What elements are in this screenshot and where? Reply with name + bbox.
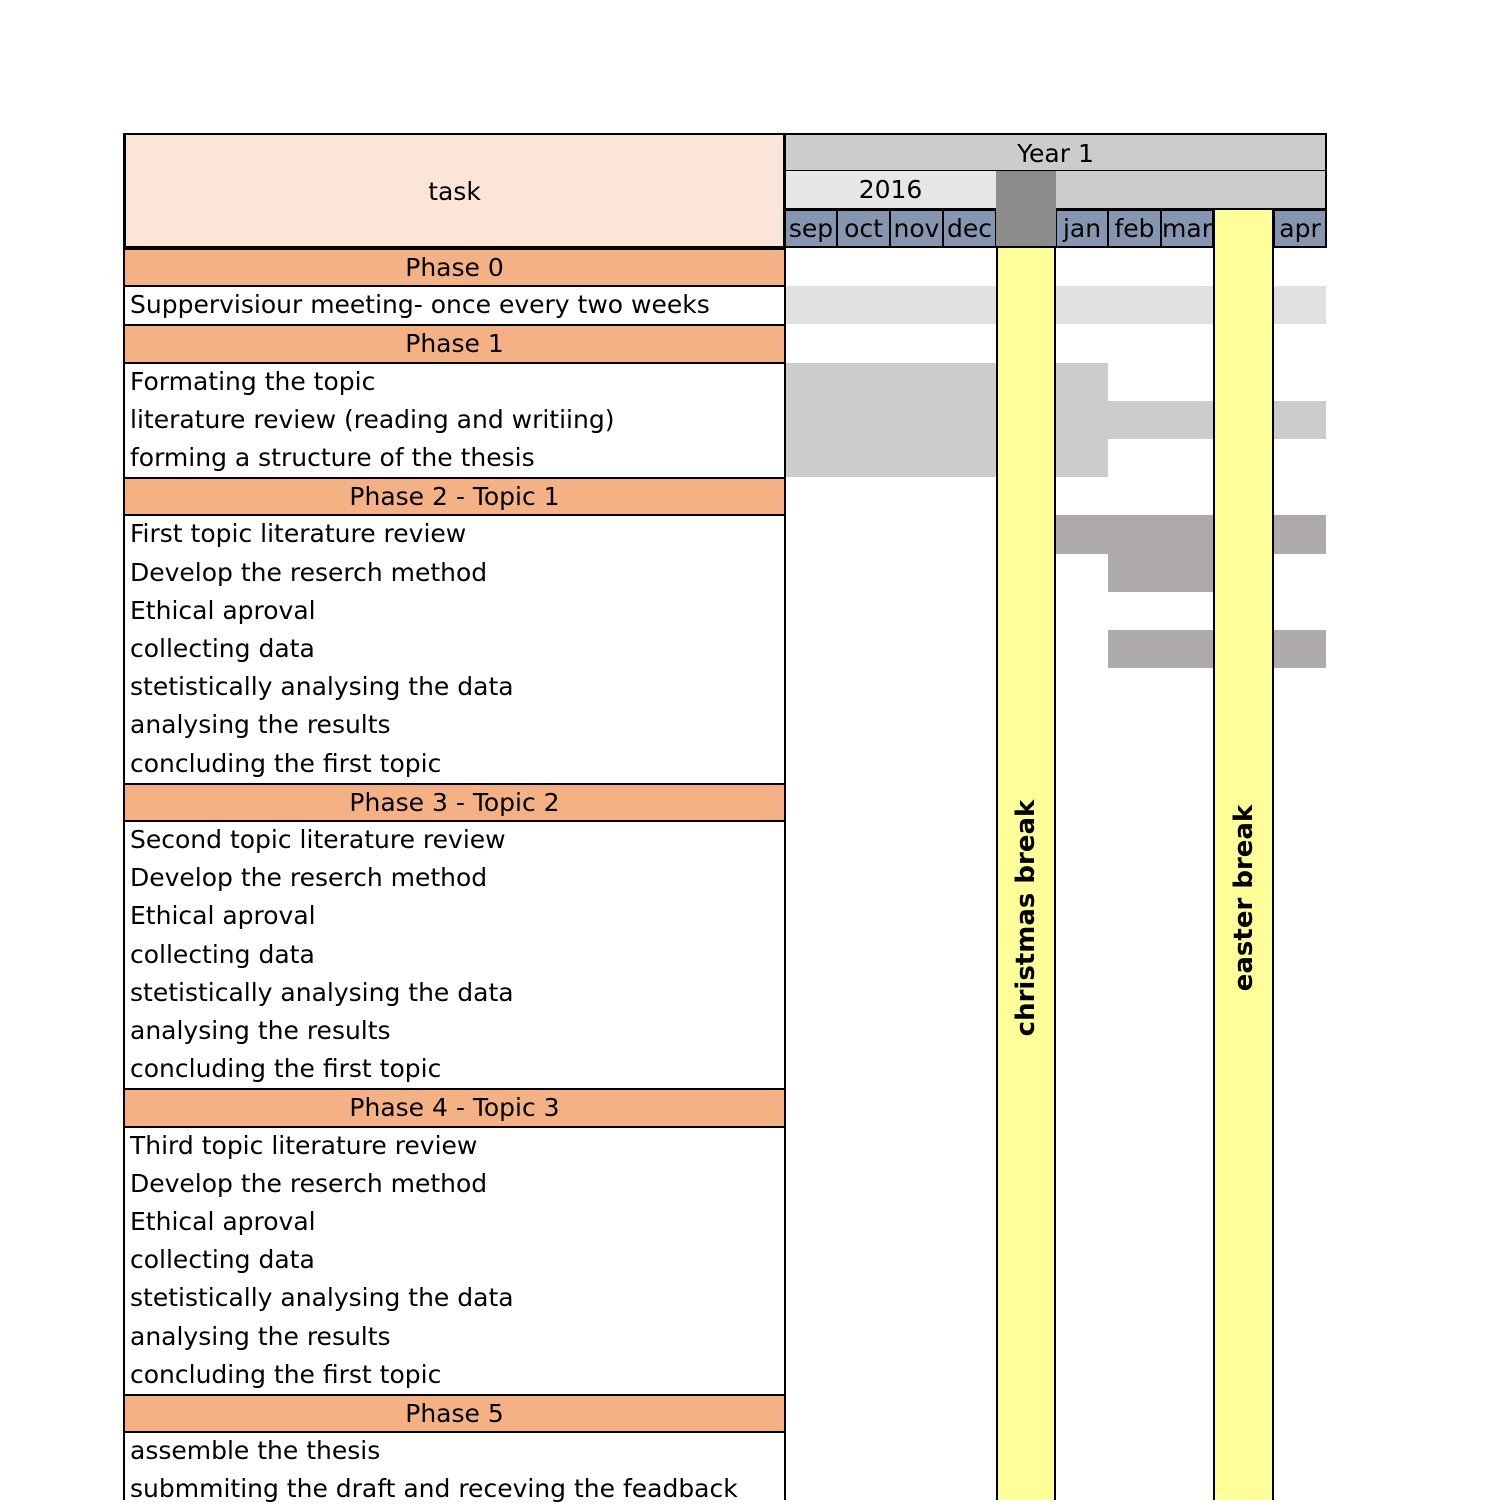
phase-header: Phase 5 — [124, 1394, 785, 1433]
month-dec: dec — [943, 210, 996, 248]
year-label: Year 1 — [1017, 139, 1094, 168]
phase-header: Phase 3 - Topic 2 — [124, 783, 785, 822]
year-2017-header — [1056, 171, 1326, 210]
task-row: collecting data — [130, 939, 315, 969]
task-header — [124, 133, 785, 248]
task-row: Develop the reserch method — [130, 1168, 488, 1198]
task-row: Develop the reserch method — [130, 863, 488, 893]
table-left-border — [123, 133, 125, 1500]
phase-header: Phase 1 — [124, 324, 785, 363]
month-nov: nov — [890, 210, 943, 248]
gantt-bar-3 — [785, 439, 1108, 477]
task-row: analysing the results — [130, 1321, 391, 1351]
task-row: collecting data — [130, 634, 315, 663]
month-mar: mar — [1161, 210, 1213, 248]
task-row: assemble the thesis — [130, 1436, 381, 1466]
month-oct: oct — [837, 210, 890, 248]
christmas-break-column — [996, 248, 1056, 1500]
year-header — [785, 133, 1326, 172]
task-row: analysing the results — [130, 710, 391, 740]
christmas-break-label: christmas break — [1011, 799, 1041, 1037]
task-row: Ethical aproval — [130, 901, 316, 931]
task-header-label: task — [428, 177, 481, 206]
table-divider — [784, 133, 786, 1500]
month-apr: apr — [1274, 210, 1326, 248]
month-sep: sep — [785, 210, 837, 248]
gantt-bar-1 — [785, 363, 1108, 401]
month-feb: feb — [1108, 210, 1161, 248]
task-row: concluding the first topic — [130, 1054, 442, 1084]
easter-break-column — [1213, 210, 1274, 1500]
task-row: stetistically analysing the data — [130, 977, 514, 1007]
task-row: First topic literature review — [130, 519, 467, 549]
task-row: analysing the results — [130, 1016, 391, 1045]
task-row: collecting data — [130, 1245, 315, 1275]
month-jan: jan — [1056, 210, 1108, 248]
year-2016-label: 2016 — [858, 175, 923, 204]
phase-header: Phase 0 — [124, 248, 785, 287]
task-row: Formating the topic — [130, 366, 376, 396]
task-row: Develop the reserch method — [130, 557, 488, 587]
header-right-border — [1325, 133, 1327, 248]
task-row: Ethical aproval — [130, 595, 316, 625]
task-row: concluding the first topic — [130, 748, 442, 778]
task-row: forming a structure of the thesis — [130, 443, 535, 472]
task-row: stetistically analysing the data — [130, 1283, 514, 1313]
task-row: Second topic literature review — [130, 825, 506, 854]
task-row: Third topic literature review — [130, 1130, 478, 1160]
task-row: stetistically analysing the data — [130, 672, 514, 702]
easter-break-label: easter break — [1228, 804, 1259, 992]
phase-header: Phase 2 - Topic 1 — [124, 477, 785, 516]
year-2016-header — [785, 171, 996, 210]
task-row: literature review (reading and writiing) — [130, 404, 615, 434]
task-row: Ethical aproval — [130, 1207, 316, 1236]
task-row: Suppervisiour meeting- once every two weeks — [130, 290, 710, 320]
task-row: submmiting the draft and receving the feadback — [130, 1474, 738, 1504]
christmas-header-block — [996, 171, 1056, 248]
gantt-bar-4 — [1056, 515, 1326, 553]
phase-header: Phase 4 - Topic 3 — [124, 1088, 785, 1127]
task-row: concluding the first topic — [130, 1359, 442, 1389]
